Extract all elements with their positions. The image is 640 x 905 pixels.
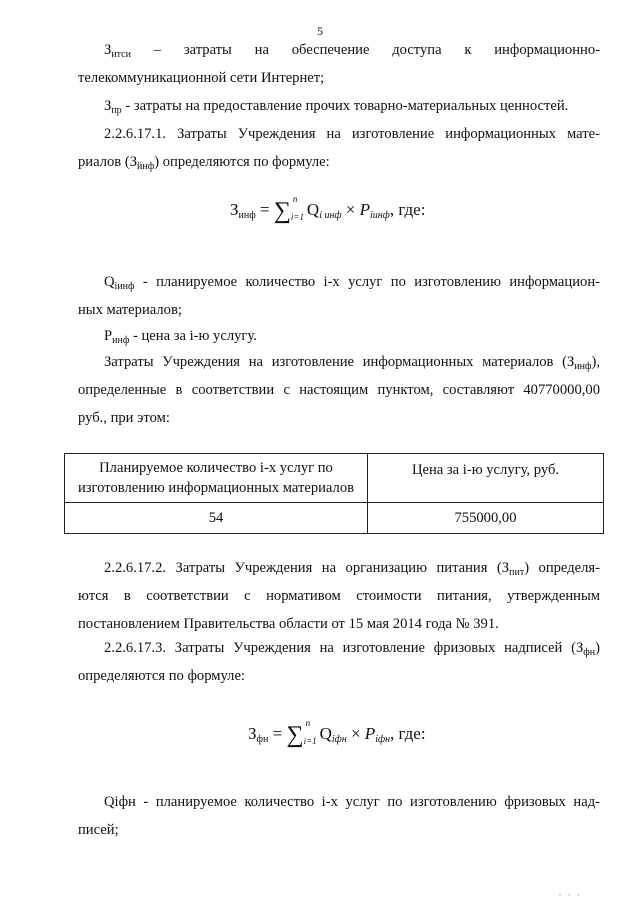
paragraph-2-2-6-17-3 — [78, 634, 600, 690]
paragraph-pinf: $P_{инф}$ - цена за i-ю услугу. — [104, 328, 257, 346]
p3-line-1: 2.2.6.17.1. Затраты Учреждения на изготовление информационных мате- — [104, 126, 600, 142]
paragraph-qinf — [78, 268, 600, 324]
scan-mark: · · · — [558, 890, 582, 900]
paragraph-2-2-6-17-2 — [78, 554, 600, 638]
costs-line-2: определенные в соответствии с настоящим пунктом, составляют 40770000,00 — [78, 382, 600, 398]
table-header-row — [65, 454, 604, 503]
page-number: 5 — [317, 24, 323, 38]
paragraph-zpr: $З_{пр}$ - затраты на предоставление прочих товарно-материальных ценностей. — [104, 98, 569, 116]
cell-price: 755000,00 — [368, 503, 604, 534]
header-price: Цена за i-ю услугу, руб. — [368, 454, 604, 503]
p8-line-2: определяются по формуле: — [78, 668, 245, 684]
p8-line-1: 2.2.6.17.3. Затраты Учреждения на изготовление фризовых надписей $(З_{фн})$ — [104, 640, 600, 658]
p7-line-2: ются в соответствии с нормативом стоимости питания, утвержденным — [78, 588, 600, 604]
qifn-line-1: Qiфн - планируемое количество i-х услуг по изготовлению фризовых над- — [104, 794, 600, 810]
cell-quantity: 54 — [65, 503, 368, 534]
price-table — [64, 453, 604, 534]
qifn-line-2: писей; — [78, 822, 119, 838]
table-row — [65, 503, 604, 534]
paragraph-2-2-6-17-1 — [78, 120, 600, 176]
zitsi-line-1: $З_{итси}$ – затраты на обеспечение доступа к информационно- — [104, 42, 601, 60]
qinf-line-1: $Q_{iинф}$ - планируемое количество i-х услуг по изготовлению информацион- — [104, 274, 600, 292]
costs-line-1: Затраты Учреждения на изготовление информационных материалов $(З_{инф})$, — [104, 354, 600, 372]
formula-frieze: $З_{фн}$ = ∑ n i=1 $Q_{iфн} \times P_{iфн}$, где: — [248, 718, 426, 748]
p3-line-2: риалов $(З_{йнф})$ определяются по формуле: — [78, 154, 330, 172]
zitsi-line-2: телекоммуникационной сети Интернет; — [78, 70, 325, 86]
paragraph-qifn — [78, 788, 600, 844]
p7-line-1: 2.2.6.17.2. Затраты Учреждения на организацию питания $(З_{пит})$ определя- — [104, 560, 600, 578]
qinf-line-2: ных материалов; — [78, 302, 182, 318]
formula-info-materials: $З_{инф}$ = ∑ n i=1 $Q_{i инф} \times P_{iинф}$, где: — [230, 194, 426, 224]
p7-line-3: постановлением Правительства области от 15 мая 2014 года № 391. — [78, 616, 499, 632]
paragraph-costs-total — [78, 348, 600, 432]
paragraph-zitsi — [78, 36, 600, 92]
header-quantity: Планируемое количество i-х услуг по изготовлению информационных материалов — [65, 454, 368, 503]
costs-line-3: руб., при этом: — [78, 410, 170, 426]
